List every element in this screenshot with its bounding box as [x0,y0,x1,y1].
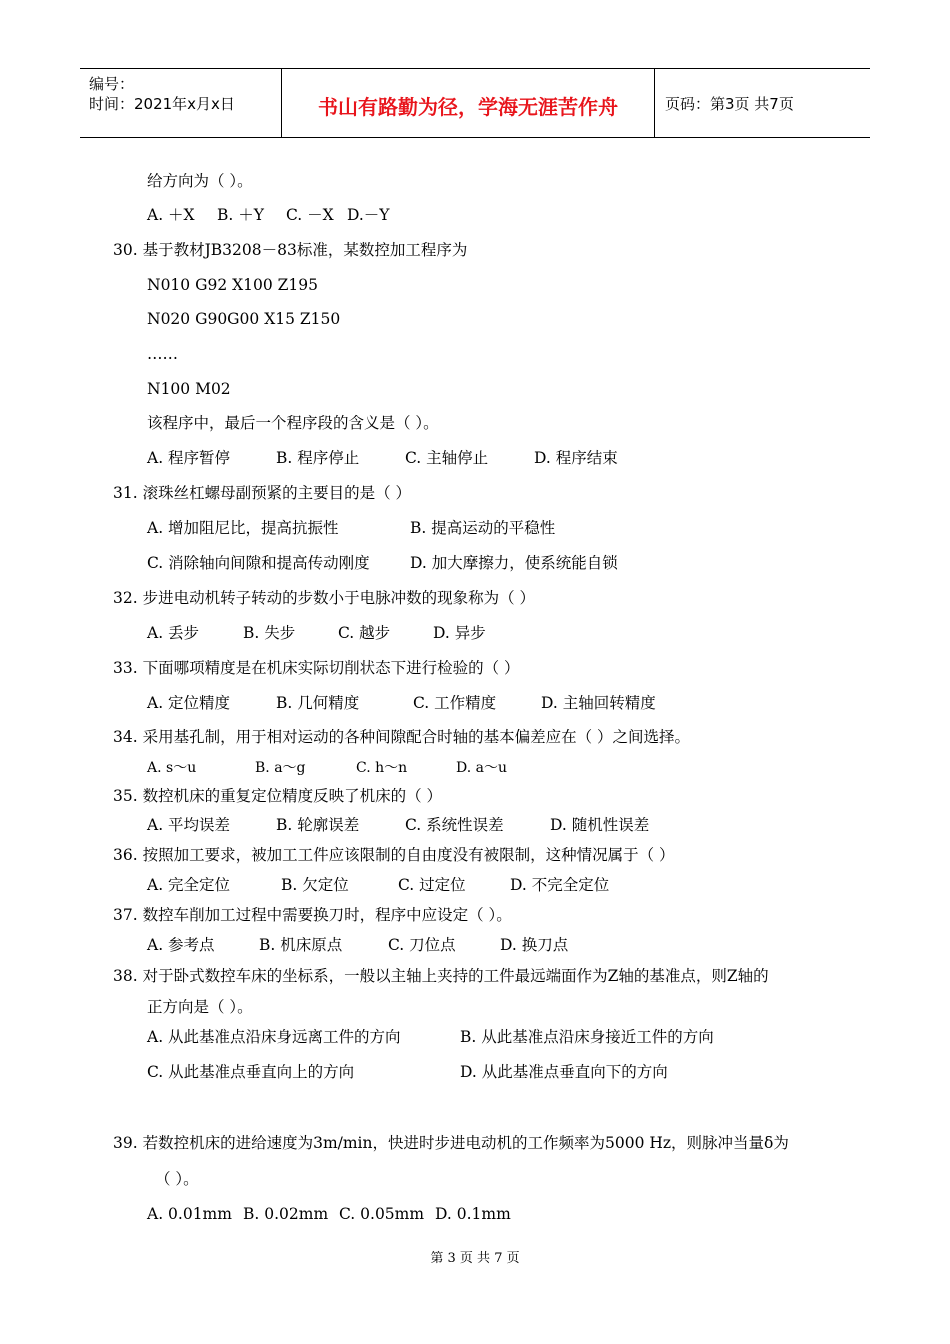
option-b: B. 提高运动的平稳性 [410,519,556,537]
option-a: A. 定位精度 [147,694,231,712]
option-c: C. 越步 [338,624,391,642]
question-38: 38. 对于卧式数控车床的坐标系，一般以主轴上夹持的工件最远端面作为Z轴的基准点，则Z轴的 [113,967,769,985]
question-33: 33. 下面哪项精度是在机床实际切削状态下进行检验的（ ） [113,659,520,677]
option-c: C. 0.05mm [339,1205,425,1223]
option-c: C. 主轴停止 [405,449,489,467]
option-c: C. 刀位点 [388,936,456,954]
option-a: A. s～u [147,760,197,776]
question-line: 正方向是（ ）。 [147,998,253,1016]
option-d: D. 异步 [433,624,486,642]
option-b: B. 从此基准点沿床身接近工件的方向 [460,1028,714,1046]
question-31: 31. 滚珠丝杠螺母副预紧的主要目的是（ ） [113,484,412,502]
option-a: A. ＋X [147,206,195,224]
option-b: B. 0.02mm [243,1205,329,1223]
option-b: B. ＋Y [217,206,264,224]
option-c: C. 过定位 [398,876,466,894]
question-37: 37. 数控车削加工过程中需要换刀时，程序中应设定（ ）。 [113,906,512,924]
option-d: D. a～u [456,760,507,776]
option-c: C. －X [286,206,334,224]
question-34: 34. 采用基孔制，用于相对运动的各种间隙配合时轴的基本偏差应在（ ）之间选择。 [113,728,691,746]
option-d: D. 加大摩擦力，使系统能自锁 [410,554,618,572]
motto-text: 书山有路勤为径，学海无涯苦作舟 [318,95,618,119]
date-label: 时间：2021年x月x日 [89,95,235,113]
option-b: B. a～g [255,760,306,776]
option-a: A. 程序暂停 [147,449,231,467]
page-label: 页码：第3页 共7页 [665,95,794,113]
option-d: D. 0.1mm [435,1205,511,1223]
code-label: 编号： [89,75,135,93]
question-line: 该程序中，最后一个程序段的含义是（ ）。 [147,414,439,432]
question-32: 32. 步进电动机转子转动的步数小于电脉冲数的现象称为（ ） [113,589,536,607]
option-c: C. 系统性误差 [405,816,504,834]
option-c: C. 从此基准点垂直向上的方向 [147,1063,355,1081]
program-line: N010 G92 X100 Z195 [147,276,319,294]
option-a: A. 增加阻尼比，提高抗振性 [147,519,339,537]
option-c: C. 工作精度 [413,694,497,712]
program-ellipsis: …… [147,345,178,363]
option-a: A. 丢步 [147,624,200,642]
option-c: C. h～n [356,760,408,776]
question-30: 30. 基于教材JB3208－83标准，某数控加工程序为 [113,241,468,259]
option-d: D. 从此基准点垂直向下的方向 [460,1063,668,1081]
question-line: （ ）。 [155,1170,199,1188]
option-a: A. 平均误差 [147,816,231,834]
page-footer: 第 3 页 共 7 页 [430,1251,520,1266]
header-page-cell [655,69,870,137]
option-a: A. 从此基准点沿床身远离工件的方向 [147,1028,401,1046]
question-35: 35. 数控机床的重复定位精度反映了机床的（ ） [113,787,443,805]
option-d: D. 不完全定位 [510,876,610,894]
question-39: 39. 若数控机床的进给速度为3m/min，快进时步进电动机的工作频率为5000 Hz，则脉冲当量δ为 [113,1134,789,1152]
option-d: D.－Y [347,206,390,224]
option-d: D. 换刀点 [500,936,569,954]
option-a: A. 0.01mm [147,1205,232,1223]
option-d: D. 程序结束 [534,449,618,467]
program-line: N020 G90G00 X15 Z150 [147,310,341,328]
header-meta-cell [80,69,282,137]
option-d: D. 主轴回转精度 [541,694,656,712]
option-a: A. 完全定位 [147,876,231,894]
question-36: 36. 按照加工要求，被加工工件应该限制的自由度没有被限制，这种情况属于（ ） [113,846,675,864]
question-line: 给方向为（ ）。 [147,172,253,190]
option-b: B. 几何精度 [276,694,360,712]
option-a: A. 参考点 [147,936,215,954]
option-b: B. 机床原点 [259,936,343,954]
option-b: B. 失步 [243,624,296,642]
option-b: B. 轮廓误差 [276,816,360,834]
option-d: D. 随机性误差 [550,816,650,834]
page-header [80,68,870,138]
option-c: C. 消除轴向间隙和提高传动刚度 [147,554,370,572]
program-line: N100 M02 [147,380,231,398]
option-b: B. 欠定位 [281,876,349,894]
option-b: B. 程序停止 [276,449,360,467]
header-motto-cell [282,69,655,137]
